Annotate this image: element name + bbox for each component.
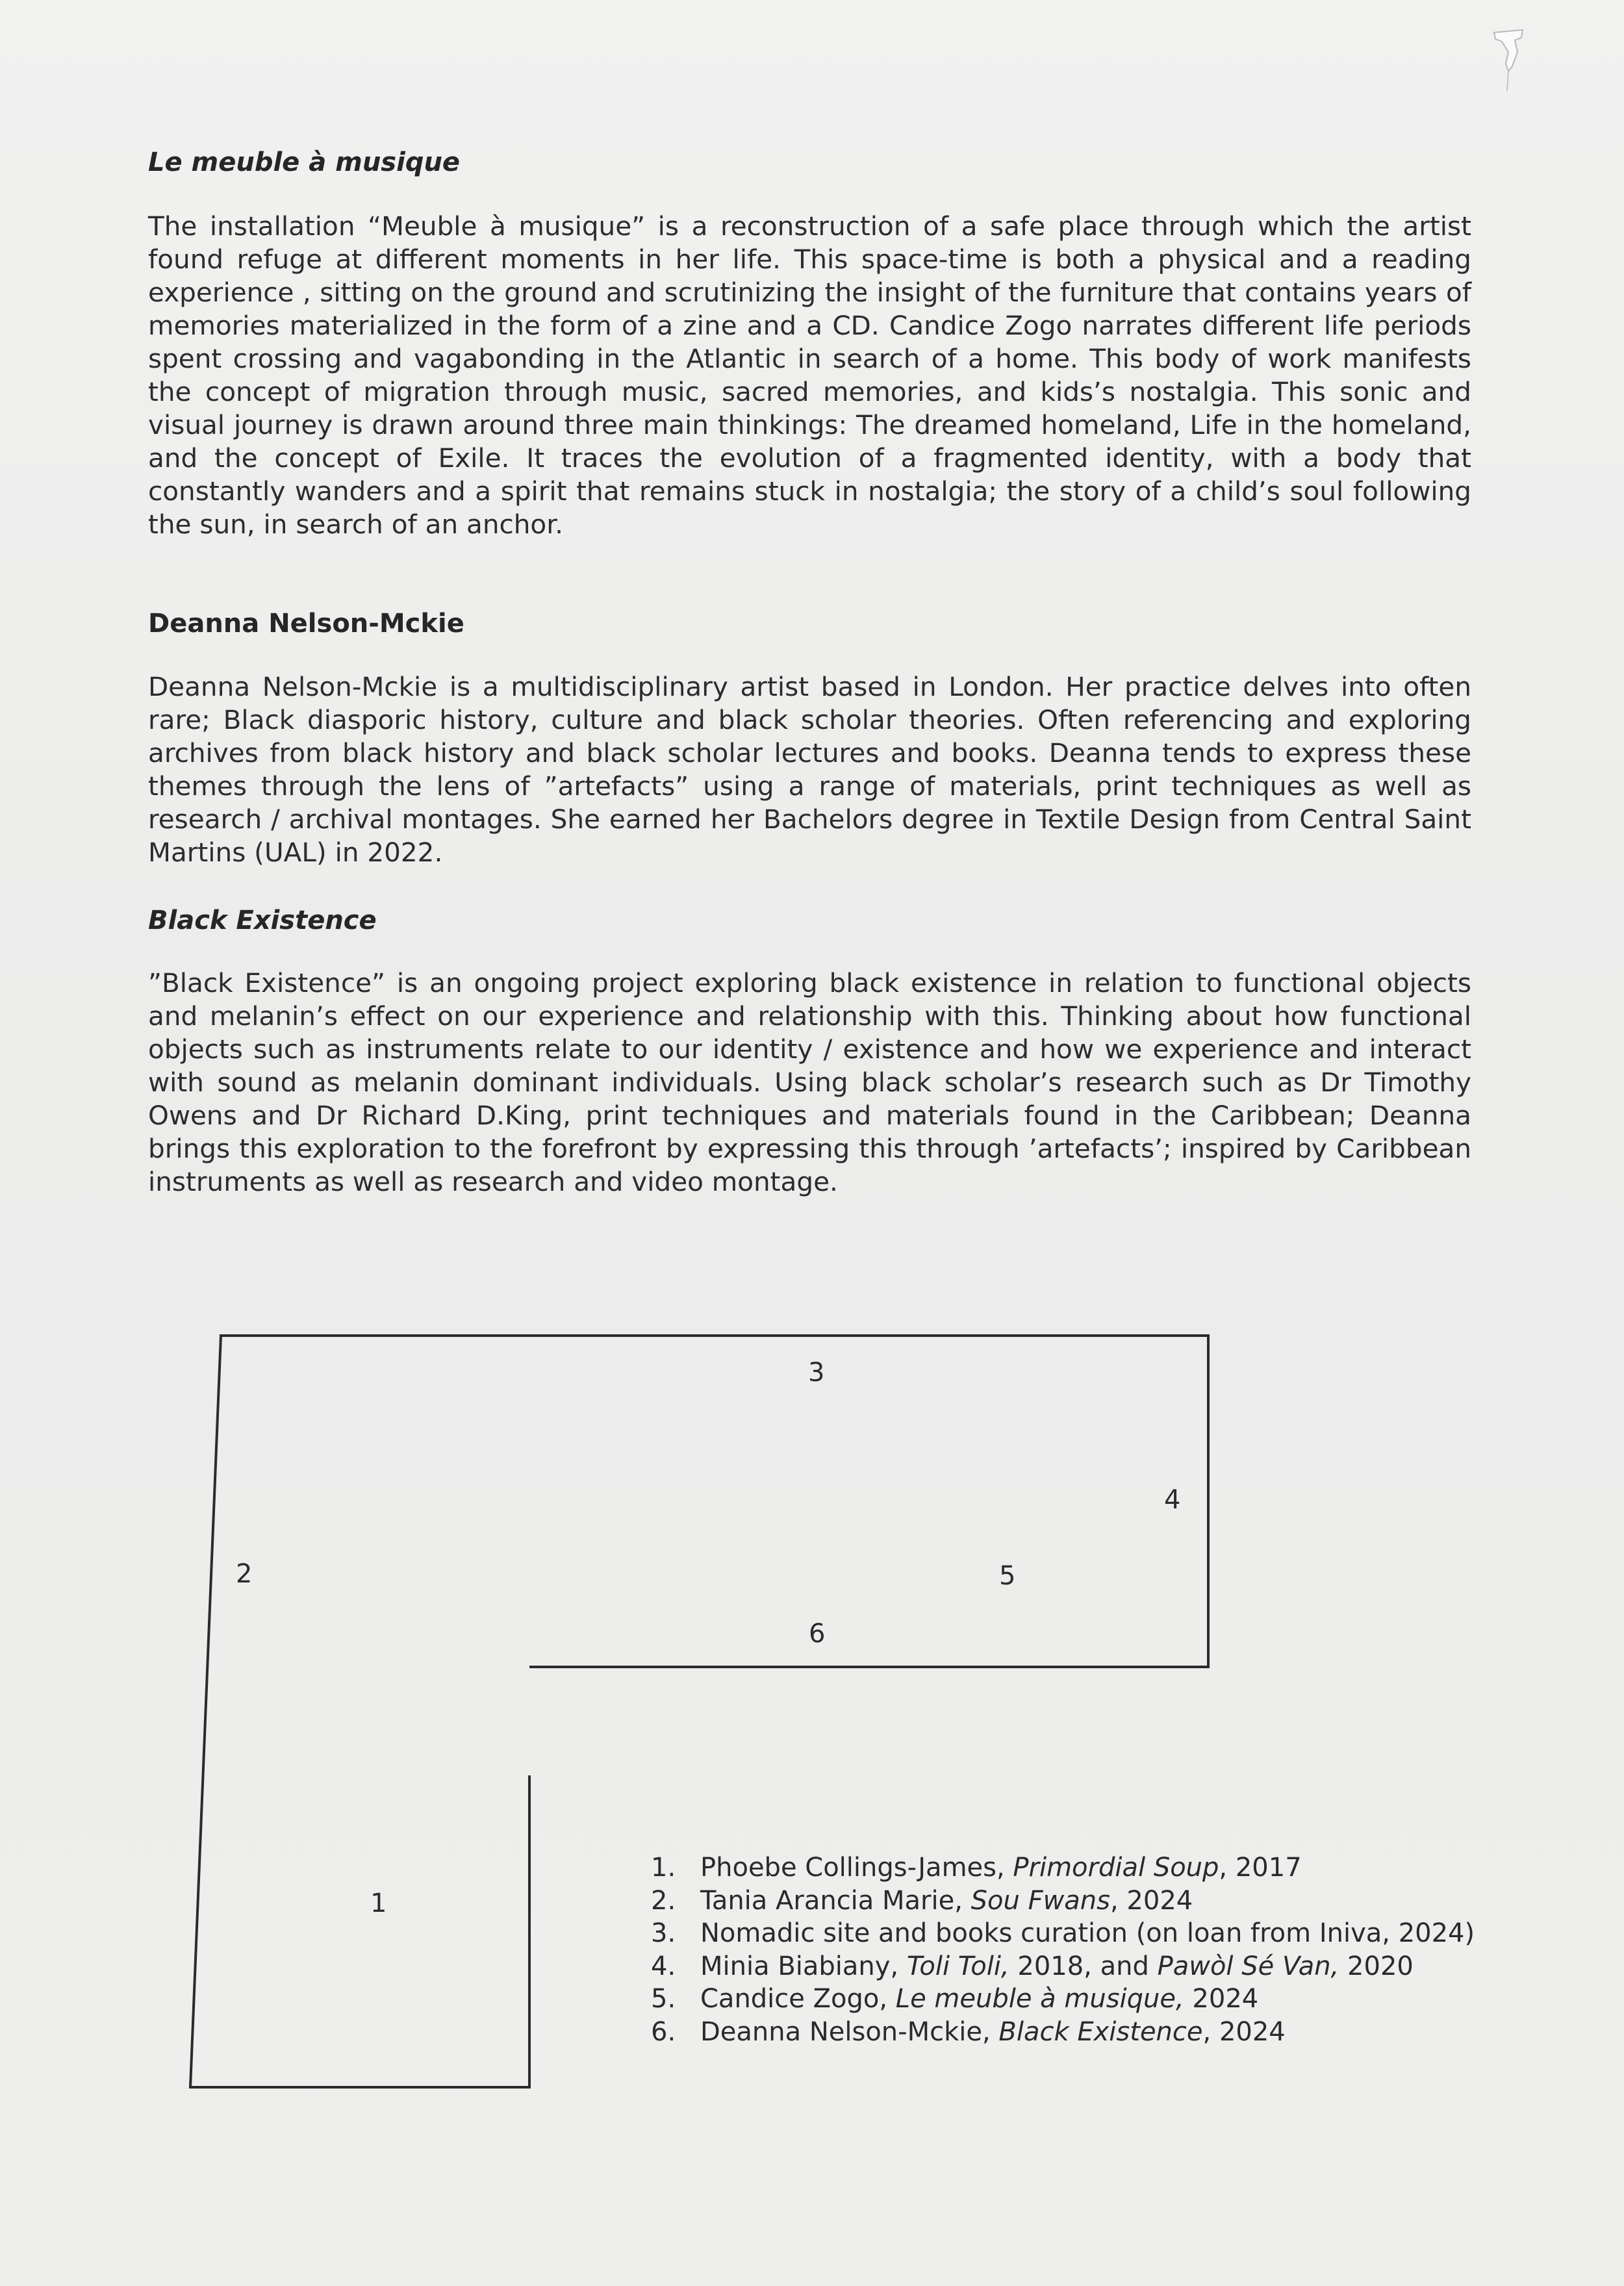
floor-plan-diagram [0,0,1039,780]
staple-mark-icon [1489,26,1528,97]
section-body-le-meuble: The installation “Meuble à musique” is a reconstruction of a safe place through which the artist found refuge at different moments in her life. This space-time is both a physical and a reading experience , sitting on the ground and scrutinizing the insight of the furniture that contains years of memories materialized in the form of a zine and a CD. Candice Zogo narrates different life periods spent crossing and vagabonding in the Atlantic in search of a home. This body of work manifests the concept of migration through music, sacred memories, and kids’s nostalgia. This sonic and visual journey is drawn around three main thinkings: The dreamed homeland, Life in the homeland, and the concept of Exile. It traces the evolution of a fragmented identity, with a body that constantly wanders and a spirit that remains stuck in nostalgia; the story of a child’s soul following the sun, in search of an anchor. [148,210,1471,540]
legend-item: 3. Nomadic site and books curation (on loan from Iniva, 2024) [651,1918,1475,1948]
zone-label-6: 6 [809,1619,826,1649]
zone-label-4: 4 [1164,1485,1181,1515]
zone-label-1: 1 [370,1888,387,1918]
section-body-black-existence: ”Black Existence” is an ongoing project exploring black existence in relation to functional objects and melanin’s effect on our experience and relationship with this. Thinking about how functional objects such as instruments relate to our identity / existence and how we experience and interact with sound as melanin dominant individuals. Using black scholar’s research such as Dr Timothy Owens and Dr Richard D.King, print techniques and materials found in the Caribbean; Deanna brings this exploration to the forefront by expressing this through ’artefacts’; inspired by Caribbean instruments as well as research and video montage. [148,967,1471,1197]
zone-label-5: 5 [999,1561,1016,1591]
section-title-black-existence: Black Existence [148,906,377,935]
floor-plan-legend [651,1851,1475,2048]
legend-item: 6. Deanna Nelson-Mckie, Black Existence, 2024 [651,2016,1286,2047]
section-body-artist-bio: Deanna Nelson-Mckie is a multidisciplinary artist based in London. Her practice delves into often rare; Black diasporic history, culture and black scholar theories. Often referencing and exploring archives from black history and black scholar lectures and books. Deanna tends to express these themes through the lens of ”artefacts” using a range of materials, print techniques as well as research / archival montages. She earned her Bachelors degree in Textile Design from Central Saint Martins (UAL) in 2022. [148,671,1471,868]
legend-item: 2. Tania Arancia Marie, Sou Fwans, 2024 [651,1885,1193,1916]
section-title-artist-bio: Deanna Nelson-Mckie [148,609,464,639]
section-title-le-meuble: Le meuble à musique [148,147,461,177]
zone-label-2: 2 [236,1559,253,1589]
legend-item: 1. Phoebe Collings-James, Primordial Soup, 2017 [651,1853,1302,1883]
legend-item: 4. Minia Biabiany, Toli Toli, 2018, and Pawòl Sé Van, 2020 [651,1951,1414,1981]
zone-label-3: 3 [808,1358,825,1388]
legend-item: 5. Candice Zogo, Le meuble à musique, 2024 [651,1984,1259,2014]
